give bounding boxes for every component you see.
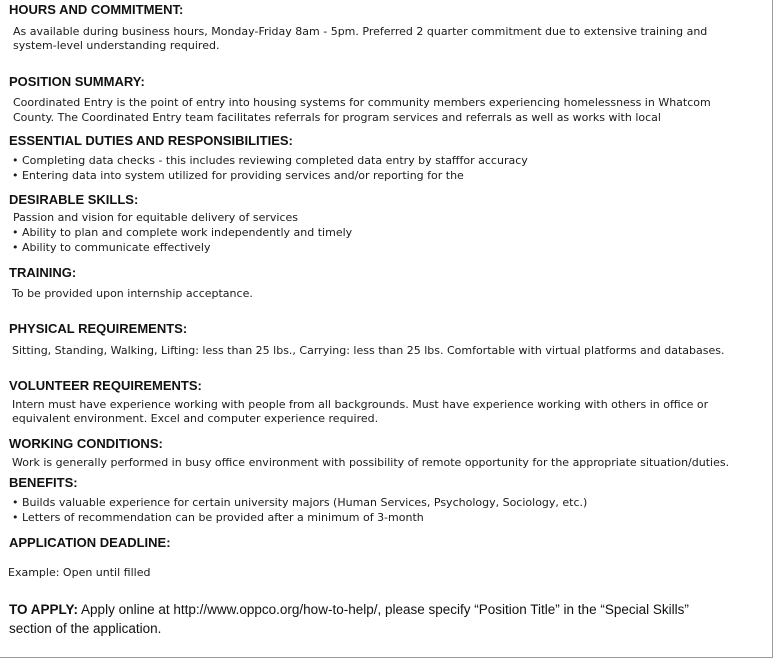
skills-item-2: • Ability to plan and complete work independently and timely [12,226,353,239]
apply-text: Apply online at http://www.oppco.org/how-to-help/, please specify “Position Title” in the “Special Skills” [81,602,689,617]
volunteer-heading: VOLUNTEER REQUIREMENTS: [9,378,202,393]
apply-line-2: section of the application. [9,621,162,636]
summary-line-1: Coordinated Entry is the point of entry into housing systems for community members experiencing homelessness in Whatcom [13,96,711,109]
deadline-heading: APPLICATION DEADLINE: [9,535,171,550]
skills-item-3: • Ability to communicate effectively [12,241,211,254]
hours-line-1: As available during business hours, Monday-Friday 8am - 5pm. Preferred 2 quarter commitment due to extensive training and [13,25,708,38]
physical-heading: PHYSICAL REQUIREMENTS: [9,321,188,336]
benefits-item-1: • Builds valuable experience for certain university majors (Human Services, Psychology, Sociology, etc.) [12,496,588,509]
duties-heading: ESSENTIAL DUTIES AND RESPONSIBILITIES: [9,133,293,148]
duties-item-1: • Completing data checks - this includes reviewing completed data entry by stafffor accuracy [12,154,528,167]
volunteer-line-2: equivalent environment. Excel and computer experience required. [12,412,379,425]
conditions-line-1: Work is generally performed in busy office environment with possibility of remote opportunity for the appropriate situation/duties. [12,456,730,469]
hours-heading: HOURS AND COMMITMENT: [9,2,184,17]
deadline-line-1: Example: Open until filled [8,566,151,579]
apply-label: TO APPLY: [9,602,79,617]
training-line-1: To be provided upon internship acceptance. [12,287,253,300]
skills-heading: DESIRABLE SKILLS: [9,192,139,207]
apply-line-1 [9,600,689,619]
volunteer-line-1: Intern must have experience working with people from all backgrounds. Must have experience working with others in office or [12,398,709,411]
benefits-heading: BENEFITS: [9,475,78,490]
hours-line-2: system-level understanding required. [13,39,220,52]
benefits-item-2: • Letters of recommendation can be provided after a minimum of 3-month [12,511,424,524]
training-heading: TRAINING: [9,265,77,280]
summary-line-2: County. The Coordinated Entry team facilitates referrals for program services and referrals as well as works with local [13,111,661,124]
summary-heading: POSITION SUMMARY: [9,74,145,89]
conditions-heading: WORKING CONDITIONS: [9,436,163,451]
skills-item-1: Passion and vision for equitable delivery of services [13,211,298,224]
physical-line-1: Sitting, Standing, Walking, Lifting: less than 25 lbs., Carrying: less than 25 lbs. Comfortable with virtual platforms and databases. [12,344,725,357]
duties-item-2: • Entering data into system utilized for providing services and/or reporting for the [12,169,464,182]
